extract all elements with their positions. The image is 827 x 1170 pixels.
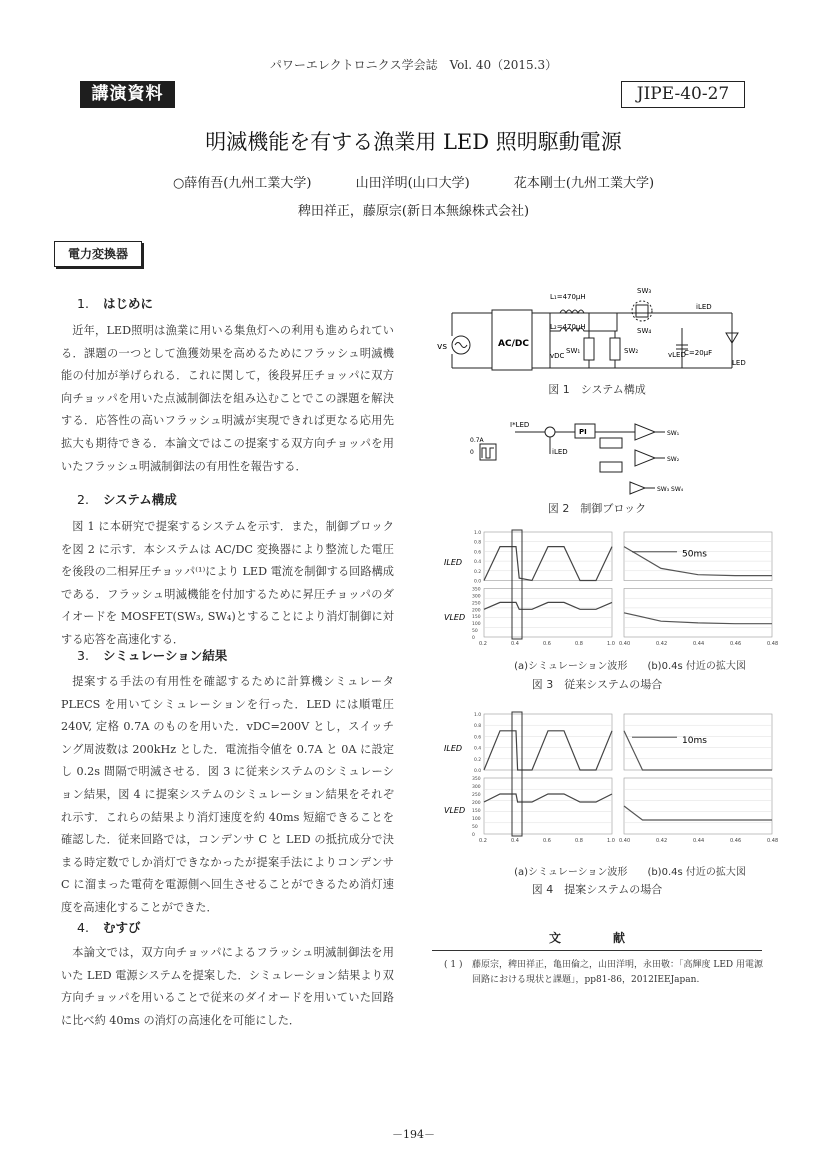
reference-text: 藤原宗，稗田祥正，亀田倫之，山田洋明，永田敬：「高輝度 LED 用電源回路における現状と課題」，pp81-86，2012IEEJapan.	[472, 960, 763, 985]
label-pi: PI	[579, 428, 587, 436]
fig3-b-voltage-frame	[624, 589, 772, 638]
fig3-a-voltage-tick-label: 0	[472, 636, 475, 641]
label-led: LED	[732, 359, 746, 367]
label-acdc: AC/DC	[498, 339, 529, 349]
fig3-a-voltage-tick-label: 250	[472, 601, 481, 607]
label-iref: I*LED	[510, 421, 530, 429]
figure-4b-subcaption: (b)0.4s 付近の拡大図	[647, 867, 746, 878]
fig4-a-voltage-tick-label: 50	[472, 825, 478, 830]
fig3-a-voltage-frame	[484, 589, 612, 638]
fig3-a-x-tick-label: 1.0	[607, 641, 615, 647]
fig4-a-x-tick-label: 0.8	[575, 838, 583, 844]
fig3-time-annotation: 50ms	[682, 549, 707, 560]
section-body-2: 図 1 に本研究で提案するシステムを示す．また，制御ブロックを図 2 に示す．本システムは AC/DC 変換器により整流した電圧を後段の二相昇圧チョッパ⁽¹⁾により LED 電流を制御する回路構成である．フラッシュ明滅機能を付加するために昇圧チョッパのダイオードを MOSFET(SW₃, SW₄)とすることにより消灯制御に対する応答を高速化する．	[61, 520, 394, 646]
label-sw1: SW₁	[566, 347, 581, 355]
fig3-a-current-frame	[484, 532, 612, 581]
fig4-a-voltage-tick-label: 250	[472, 793, 481, 798]
label-ref-lo: 0	[470, 449, 474, 456]
fig3-a-current-line	[484, 547, 612, 581]
fig3-a-voltage-tick-label: 350	[472, 587, 481, 593]
fig3-a-current-tick-label: 0.4	[474, 560, 482, 566]
fig4-a-current-frame	[484, 714, 612, 770]
fig3-a-voltage-tick-label: 100	[472, 622, 481, 628]
fig4-a-current-tick-label: 0.2	[474, 757, 482, 763]
label-sw34: SW₃ SW₄	[657, 486, 684, 493]
fig3-a-x-tick-label: 0.2	[479, 641, 487, 647]
fig4-a-voltage-frame	[484, 778, 612, 834]
page-number: －194－	[392, 1128, 435, 1141]
figure-2-control-block	[470, 412, 730, 496]
figure-3b-subcaption: (b)0.4s 付近の拡大図	[647, 661, 746, 672]
fig3-b-x-tick-label: 0.48	[767, 641, 779, 647]
label-vdc: vDC	[550, 352, 565, 360]
figure-4-subcaptions	[480, 863, 780, 878]
section-body-3: 提案する手法の有用性を確認するために計算機シミュレータ PLECS を用いてシミュレーションを行った．LED には順電圧 240V, 定格 0.7A のものを用いた．vDC=200V とし，スイッチング周波数は 200kHz とした．電流指令値を 0.7A と 0A に設定し 0.2s 間隔で明滅させる．図 3 に従来システムのシミュレーション結果，図 4 に提案システムのシミュレーション結果をそれぞれ示す．これらの結果より消灯速度を約 40ms 短縮できることを確認した．従来回路では，コンデンサ C と LED の抵抗成分で決まる時定数でしか消灯できなかったが提案手法によりコンデンサ C に溜まった電荷を電源側へ回生させることができるため消灯速度を高速化することができた．	[61, 675, 394, 914]
fig3-b-voltage-line	[624, 613, 772, 624]
figure-4-caption: 図 4 提案システムの場合	[531, 883, 663, 896]
fig3-a-voltage-line	[484, 602, 612, 609]
fig4-b-voltage-line	[624, 806, 772, 820]
fig3-a-x-tick-label: 0.4	[511, 641, 519, 647]
fig4-a-x-tick-label: 0.4	[511, 838, 519, 844]
fig4-b-x-tick-label: 0.40	[619, 838, 631, 844]
figure-4-plots	[432, 712, 777, 852]
fig3-a-x-tick-label: 0.8	[575, 641, 583, 647]
author-2: 山田洋明(山口大学)	[355, 176, 470, 191]
fig3-b-x-tick-label: 0.44	[693, 641, 705, 647]
figure-3-caption: 図 3 従来システムの場合	[531, 678, 663, 691]
fig4-a-current-tick-label: 0.8	[474, 724, 482, 730]
paper-id-box: JIPE-40-27	[621, 81, 745, 108]
section-heading-4: 4. むすび	[77, 920, 141, 935]
section-heading-2: 2. システム構成	[77, 492, 177, 507]
figure-3a-subcaption: (a)シミュレーション波形	[514, 661, 628, 672]
section-body-1: 近年，LED照明は漁業に用いる集魚灯への利用も進められている．課題の一つとして漁獲効果を高めるためにフラッシュ明滅機能の付加が挙げられる．これに関して，後段昇圧チョッパに双方向チョッパを用いた点滅制御法を組み込むことでこの課題を解決する．応答性の高いフラッシュ明滅が実現できれば更なる応用先拡大も期待できる．本論文ではこの提案する双方向チョッパを用いたフラッシュ明滅制御法の有用性を報告する．	[61, 324, 394, 473]
fig3-a-voltage-tick-label: 200	[472, 608, 481, 614]
fig3-b-x-tick-label: 0.40	[619, 641, 631, 647]
figure-3-plots	[432, 530, 777, 655]
fig4-b-x-tick-label: 0.46	[730, 838, 742, 844]
references-rule	[432, 950, 762, 951]
label-sw2: SW₂	[667, 456, 680, 463]
label-vs: vs	[437, 342, 448, 352]
fig4-a-x-tick-label: 0.6	[543, 838, 551, 844]
fig3-ylabel-voltage: VLED	[444, 613, 466, 622]
fig4-a-x-tick-label: 0.2	[479, 838, 487, 844]
section-body-4: 本論文では，双方向チョッパによるフラッシュ明滅制御法を用いた LED 電源システムを提案した．シミュレーション結果より双方向チョッパを用いることで従来のダイオードを用いていた回路に比べ約 40ms の消灯の高速化を可能にした．	[61, 946, 394, 1027]
reference-item	[444, 958, 766, 988]
label-sw1: SW₁	[667, 430, 680, 437]
figure-1-circuit	[432, 283, 762, 373]
author-list-2: 稗田祥正，藤原宗(新日本無線株式会社)	[297, 204, 530, 219]
fig4-ylabel-voltage: VLED	[444, 805, 466, 815]
fig3-ylabel-current: ILED	[444, 558, 463, 567]
label-cap: C=20μF	[684, 349, 713, 357]
paper-title: 明滅機能を有する漁業用 LED 照明駆動電源	[205, 130, 622, 154]
fig4-a-current-tick-label: 0.0	[474, 769, 482, 774]
field-label: 電力変換器	[54, 241, 142, 267]
figure-3-subcaptions	[480, 657, 780, 672]
journal-header: パワーエレクトロニクス学会誌 Vol. 40（2015.3）	[269, 58, 558, 72]
fig3-a-current-tick-label: 0.2	[474, 569, 482, 575]
reference-number: ( 1 )	[444, 960, 463, 970]
label-vled: vLED	[668, 351, 686, 359]
fig3-a-current-tick-label: 0.8	[474, 540, 482, 546]
fig4-b-x-tick-label: 0.48	[767, 838, 779, 844]
label-iled: iLED	[696, 303, 712, 311]
fig4-b-x-tick-label: 0.44	[693, 838, 705, 844]
fig3-a-current-tick-label: 0.0	[474, 579, 482, 585]
label-l1: L₁=470μH	[550, 293, 586, 301]
fig4-a-current-tick-label: 0.4	[474, 746, 482, 752]
section-heading-3: 3. シミュレーション結果	[77, 648, 228, 663]
fig4-b-x-tick-label: 0.42	[656, 838, 668, 844]
label-l2: L₂=470μH	[550, 323, 586, 331]
fig4-a-voltage-tick-label: 200	[472, 801, 481, 806]
figure-1-caption: 図 1 システム構成	[548, 383, 646, 396]
document-type-label: 講演資料	[80, 81, 175, 108]
fig3-a-voltage-tick-label: 300	[472, 594, 481, 600]
label-iled: iLED	[552, 448, 568, 456]
figure-4a-subcaption: (a)シミュレーション波形	[514, 867, 628, 878]
label-ref-hi: 0.7A	[470, 437, 484, 444]
label-sw3: SW₃	[637, 287, 652, 295]
fig4-a-current-tick-label: 1.0	[474, 713, 482, 718]
fig4-a-voltage-tick-label: 150	[472, 809, 481, 814]
fig3-a-current-tick-label: 1.0	[474, 531, 482, 536]
fig4-a-voltage-tick-label: 350	[472, 777, 481, 782]
fig3-a-voltage-tick-label: 50	[472, 629, 478, 635]
fig4-time-annotation: 10ms	[682, 735, 707, 746]
references-heading: 文 献	[548, 931, 645, 945]
section-heading-1: 1. はじめに	[77, 296, 154, 311]
fig3-b-x-tick-label: 0.46	[730, 641, 742, 647]
fig4-b-voltage-frame	[624, 778, 772, 834]
fig4-a-voltage-tick-label: 100	[472, 817, 481, 822]
fig4-a-current-tick-label: 0.6	[474, 735, 482, 741]
fig4-a-voltage-tick-label: 0	[472, 833, 475, 838]
fig4-a-x-tick-label: 1.0	[607, 838, 615, 844]
label-sw4: SW₄	[637, 327, 652, 335]
author-list	[0, 172, 827, 191]
fig4-a-current-line	[484, 731, 612, 770]
label-sw2: SW₂	[624, 347, 639, 355]
fig4-a-voltage-line	[484, 794, 612, 802]
fig4-a-voltage-tick-label: 300	[472, 785, 481, 790]
fig3-b-x-tick-label: 0.42	[656, 641, 668, 647]
fig3-a-voltage-tick-label: 150	[472, 615, 481, 621]
fig3-a-x-tick-label: 0.6	[543, 641, 551, 647]
author-1: ○薛侑吾(九州工業大学)	[172, 176, 312, 191]
figure-2-caption: 図 2 制御ブロック	[547, 502, 647, 515]
fig3-a-current-tick-label: 0.6	[474, 550, 482, 556]
fig4-ylabel-current: ILED	[444, 744, 463, 754]
author-3: 花本剛士(九州工業大学)	[513, 176, 655, 191]
